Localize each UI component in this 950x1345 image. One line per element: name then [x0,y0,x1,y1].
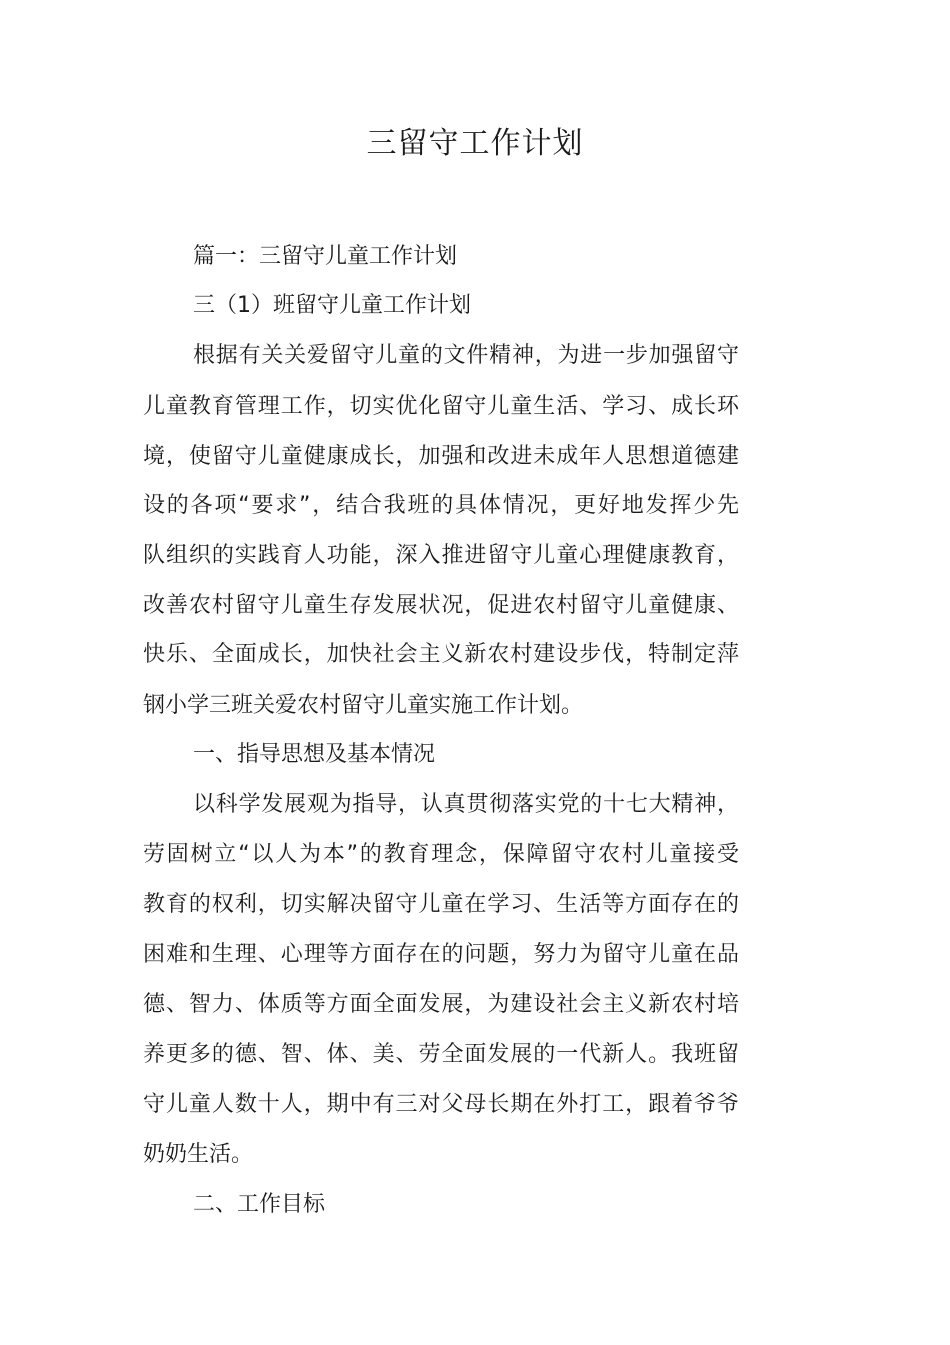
paragraph-2-line: 困难和生理、心理等方面存在的问题，努力为留守儿童在品 [143,942,739,967]
paragraph-2-line: 教育的权利，切实解决留守儿童在学习、生活等方面存在的 [143,892,739,917]
paragraph-1-line: 设的各项“要求”，结合我班的具体情况，更好地发挥少先 [143,493,739,518]
paragraph-1-line: 快乐、全面成长，加快社会主义新农村建设步伐，特制定萍 [143,642,739,667]
paragraph-2-line: 劳固树立“以人为本”的教育理念，保障留守农村儿童接受 [143,842,739,867]
paragraph-1-line: 境，使留守儿童健康成长，加强和改进未成年人思想道德建 [143,444,739,469]
paragraph-2-line: 以科学发展观为指导，认真贯彻落实党的十七大精神， [193,792,739,817]
paragraph-1-line: 钢小学三班关爱农村留守儿童实施工作计划。 [143,693,584,718]
paragraph-2-line: 养更多的德、智、体、美、劳全面发展的一代新人。我班留 [143,1042,739,1067]
paragraph-1-line: 队组织的实践育人功能，深入推进留守儿童心理健康教育， [143,543,739,568]
class-plan-heading: 三（1）班留守儿童工作计划 [193,293,471,318]
section-1-heading: 一、指导思想及基本情况 [193,742,436,767]
paragraph-2-line: 守儿童人数十人，期中有三对父母长期在外打工，跟着爷爷 [143,1092,739,1117]
paragraph-1-line: 改善农村留守儿童生存发展状况，促进农村留守儿童健康、 [143,593,739,618]
section-2-heading: 二、工作目标 [193,1192,326,1217]
document-title: 三留守工作计划 [366,126,584,161]
paragraph-1-line: 根据有关关爱留守儿童的文件精神，为进一步加强留守 [193,343,739,368]
chapter-heading: 篇一：三留守儿童工作计划 [193,244,458,269]
paragraph-1-line: 儿童教育管理工作，切实优化留守儿童生活、学习、成长环 [143,394,739,419]
paragraph-2-line: 奶奶生活。 [143,1142,254,1167]
paragraph-2-line: 德、智力、体质等方面全面发展，为建设社会主义新农村培 [143,992,739,1017]
